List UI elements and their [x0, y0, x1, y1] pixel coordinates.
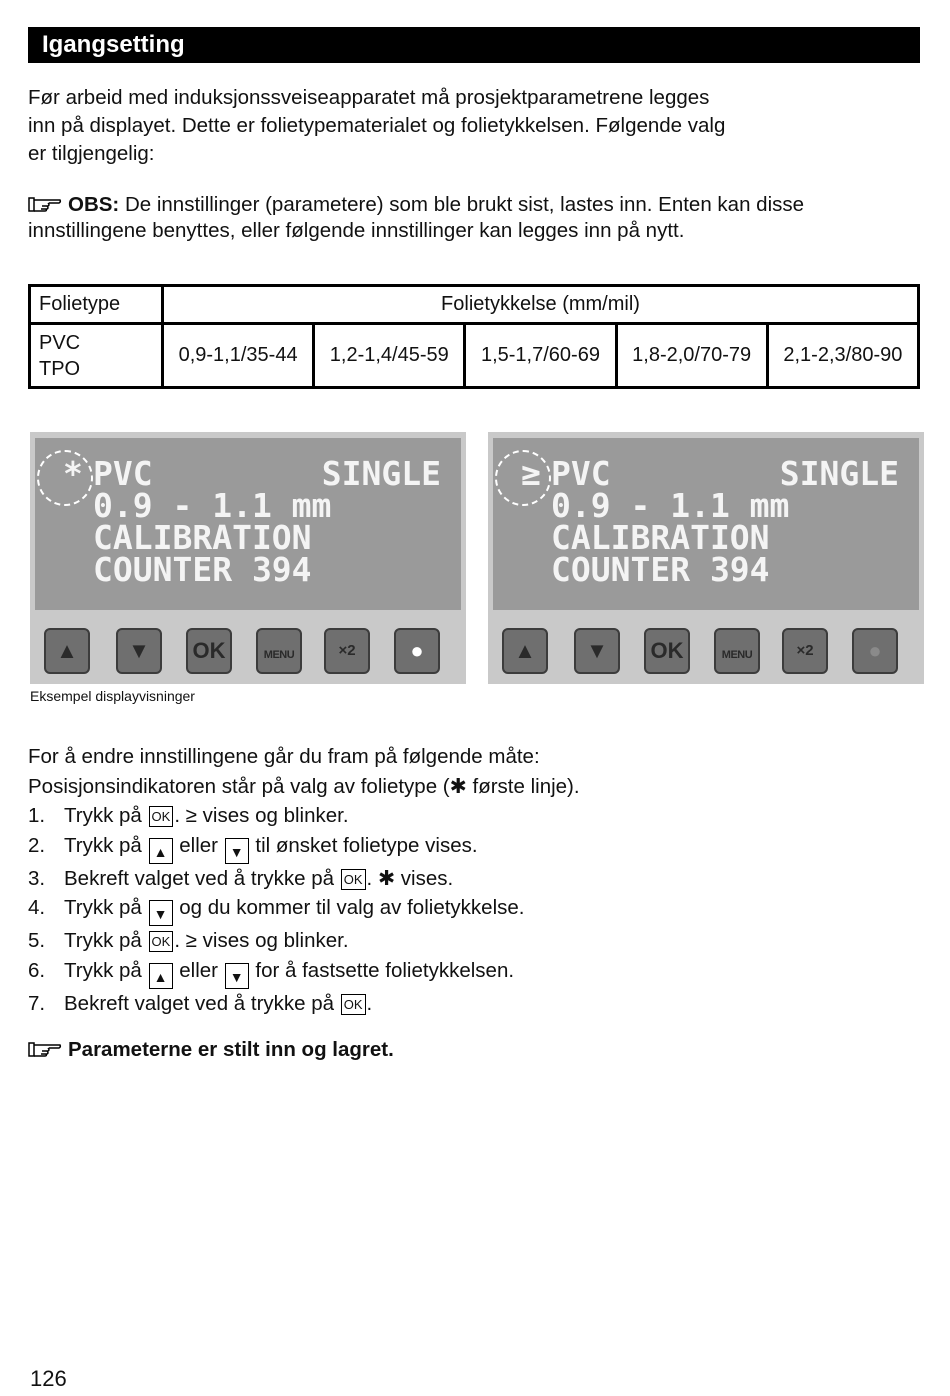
up-arrow-key: ▲: [502, 628, 548, 674]
up-arrow-key-icon: ▲: [149, 963, 173, 989]
settings-table: [28, 284, 920, 389]
ok-key-icon: OK: [149, 931, 174, 952]
final-note-text: Parameterne er stilt inn og lagret.: [68, 1038, 394, 1061]
thickness-cell: 1,2-1,4/45-59: [314, 324, 465, 388]
instructions-intro: [28, 742, 580, 801]
obs-label: OBS:: [68, 193, 120, 216]
final-note: [28, 1036, 394, 1064]
menu-key: MENU: [714, 628, 760, 674]
lcd-calibration: CALIBRATION: [551, 518, 770, 557]
down-arrow-key-icon: ▼: [225, 838, 249, 864]
device-keypad: [30, 622, 466, 684]
intro-line-2: inn på displayet. Dette er folietypematerialet og folietykkelsen. Følgende valg: [28, 114, 726, 137]
down-arrow-key-icon: ▼: [149, 900, 173, 926]
intro-line-1: Før arbeid med induksjonssveiseapparatet må prosjektparametrene legges: [28, 86, 710, 109]
step-item: 7. Bekreft valget ved å trykke på OK .: [28, 992, 373, 1016]
obs-note: [28, 192, 804, 244]
x2-key: ×2: [324, 628, 370, 674]
instructions-line-1: For å endre innstillingene går du fram på følgende måte:: [28, 745, 540, 768]
table-foil-types: [30, 324, 163, 388]
x2-key: ×2: [782, 628, 828, 674]
pointing-hand-icon: [28, 195, 62, 213]
pointing-hand-icon: [28, 1040, 62, 1058]
up-arrow-key: ▲: [44, 628, 90, 674]
dot-key: ●: [852, 628, 898, 674]
lcd-counter: COUNTER 394: [551, 550, 770, 589]
lcd-foil-type: PVC: [93, 454, 153, 493]
lcd-screen: [35, 438, 461, 610]
obs-text-2: innstillingene benyttes, eller følgende innstillinger kan legges inn på nytt.: [28, 219, 685, 242]
menu-key: MENU: [256, 628, 302, 674]
lcd-counter: COUNTER 394: [93, 550, 312, 589]
display-example-1: [30, 432, 466, 684]
lcd-screen: [493, 438, 919, 610]
up-arrow-key-icon: ▲: [149, 838, 173, 864]
lcd-mode: SINGLE: [779, 454, 899, 493]
lcd-thickness: 0.9 - 1.1 mm: [93, 486, 332, 525]
down-arrow-key-icon: ▼: [225, 963, 249, 989]
thickness-cell: 0,9-1,1/35-44: [163, 324, 314, 388]
table-header-foil-type: Folietype: [30, 286, 163, 324]
dot-key: ●: [394, 628, 440, 674]
ok-key: OK: [644, 628, 690, 674]
instruction-steps: [28, 801, 524, 1019]
asterisk-symbol: ✱: [449, 774, 467, 798]
down-arrow-key: ▼: [116, 628, 162, 674]
intro-line-3: er tilgjengelig:: [28, 142, 155, 165]
foil-type-pvc: PVC: [39, 331, 81, 354]
ok-key-icon: OK: [341, 994, 366, 1015]
step-item: 1. Trykk på OK . ≥ vises og blinker.: [28, 804, 349, 827]
thickness-cell: 1,8-2,0/70-79: [616, 324, 767, 388]
ok-key: OK: [186, 628, 232, 674]
ok-key-icon: OK: [341, 869, 366, 890]
lcd-thickness: 0.9 - 1.1 mm: [551, 486, 790, 525]
step-item: 3. Bekreft valget ved å trykke på OK . ✱ vises.: [28, 866, 454, 890]
step-item: 4. Trykk på ▼ og du kommer til valg av folietykkelse.: [28, 893, 524, 926]
section-title: Igangsetting: [28, 27, 920, 63]
step-item: 5. Trykk på OK . ≥ vises og blinker.: [28, 929, 349, 953]
intro-paragraph: [28, 84, 725, 168]
foil-type-tpo: TPO: [39, 357, 81, 380]
step-item: 2. Trykk på ▲ eller ▼ til ønsket folietype vises.: [28, 831, 524, 864]
down-arrow-key: ▼: [574, 628, 620, 674]
display-example-2: [488, 432, 924, 684]
position-indicator: ≥: [521, 454, 541, 493]
table-header-thickness: Folietykkelse (mm/mil): [163, 286, 919, 324]
thickness-cell: 1,5-1,7/60-69: [465, 324, 616, 388]
position-indicator: *: [63, 454, 83, 493]
device-keypad: [488, 622, 924, 684]
figure-caption: Eksempel displayvisninger: [30, 688, 195, 704]
instructions-line-2a: Posisjonsindikatoren står på valg av folietype (: [28, 774, 450, 798]
lcd-foil-type: PVC: [551, 454, 611, 493]
step-item: 6. Trykk på ▲ eller ▼ for å fastsette folietykkelsen.: [28, 956, 524, 989]
page-number: 126: [30, 1366, 67, 1391]
ok-key-icon: OK: [149, 806, 174, 827]
obs-text-1: De innstillinger (parametere) som ble brukt sist, lastes inn. Enten kan disse: [119, 193, 805, 216]
thickness-cell: 2,1-2,3/80-90: [767, 324, 918, 388]
lcd-mode: SINGLE: [321, 454, 441, 493]
instructions-line-2b: første linje).: [466, 774, 580, 798]
lcd-calibration: CALIBRATION: [93, 518, 312, 557]
